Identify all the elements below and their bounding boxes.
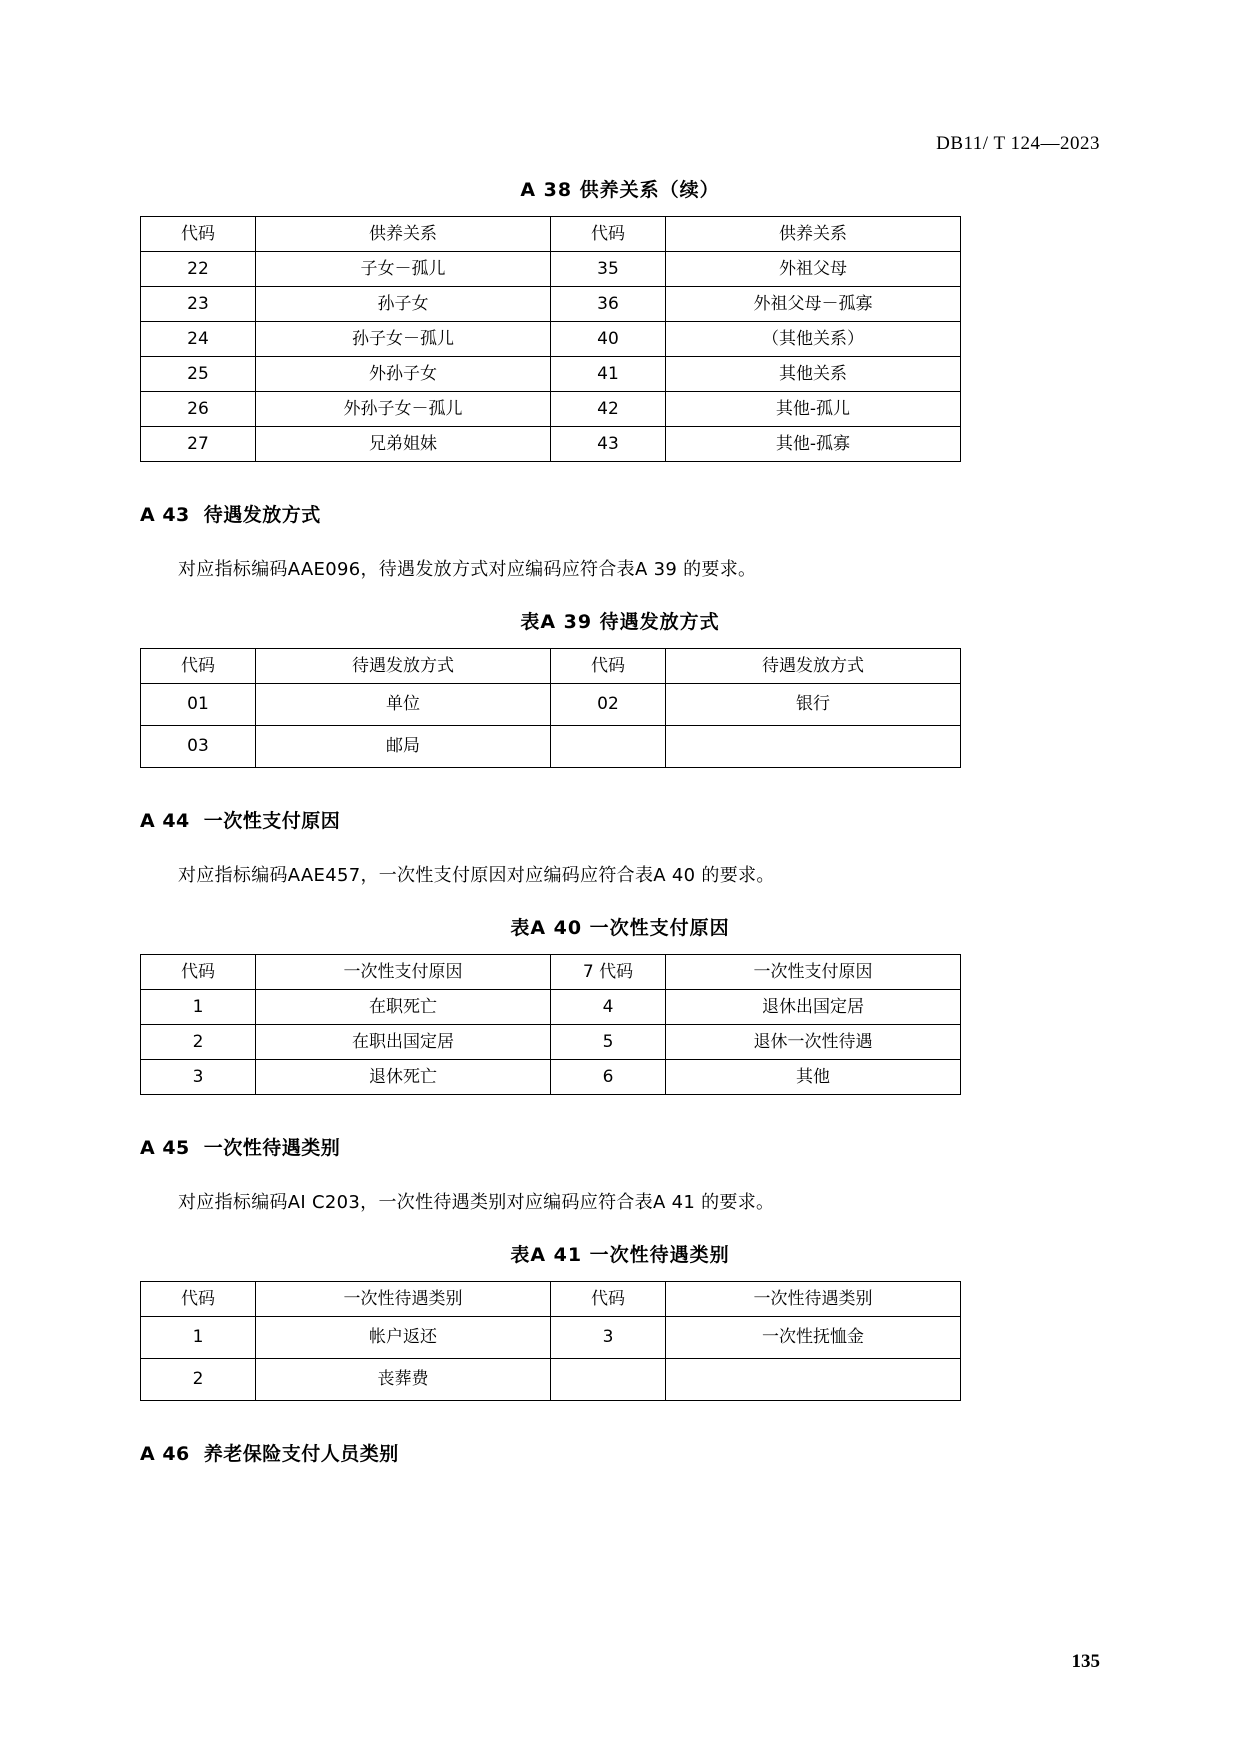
column-header: 代码 (141, 217, 256, 252)
table-row (141, 1317, 961, 1359)
section-title: 待遇发放方式 (203, 504, 321, 526)
table-a38 (140, 216, 961, 462)
column-header: 待遇发放方式 (666, 649, 961, 684)
table-cell: 27 (141, 427, 256, 462)
table-cell: 02 (551, 684, 666, 726)
column-header: 7 代码 (551, 955, 666, 990)
table-cell: 24 (141, 322, 256, 357)
table-cell: 3 (141, 1060, 256, 1095)
table-cell: 其他-孤儿 (666, 392, 961, 427)
section-number: A 46 (140, 1443, 190, 1465)
column-header: 供养关系 (256, 217, 551, 252)
table-cell: 2 (141, 1359, 256, 1401)
column-header: 一次性支付原因 (666, 955, 961, 990)
table-cell: 6 (551, 1060, 666, 1095)
table-row (141, 684, 961, 726)
table-cell: 01 (141, 684, 256, 726)
table-row (141, 726, 961, 768)
table-cell: 退休一次性待遇 (666, 1025, 961, 1060)
table-cell: 41 (551, 357, 666, 392)
table-a38-caption: A 38 供养关系（续） (520, 179, 720, 201)
table-cell: 2 (141, 1025, 256, 1060)
table-a40-caption: 表A 40 一次性支付原因 (510, 917, 730, 939)
table-cell: 外祖父母 (666, 252, 961, 287)
table-cell (666, 726, 961, 768)
section-heading-a43 (140, 500, 1100, 527)
table-cell: 其他 (666, 1060, 961, 1095)
table-cell: 在职出国定居 (256, 1025, 551, 1060)
table-a40 (140, 954, 961, 1095)
section-number: A 43 (140, 504, 190, 526)
table-a39 (140, 648, 961, 768)
table-cell: 23 (141, 287, 256, 322)
table-cell: 丧葬费 (256, 1359, 551, 1401)
table-cell (551, 726, 666, 768)
table-cell: 35 (551, 252, 666, 287)
table-row (141, 1359, 961, 1401)
table-row (141, 1025, 961, 1060)
table-cell: 退休出国定居 (666, 990, 961, 1025)
column-header: 代码 (141, 1282, 256, 1317)
column-header: 一次性支付原因 (256, 955, 551, 990)
table-cell: 42 (551, 392, 666, 427)
table-cell: 邮局 (256, 726, 551, 768)
table-cell: 1 (141, 1317, 256, 1359)
table-cell (551, 1359, 666, 1401)
table-cell: 43 (551, 427, 666, 462)
section-heading-a46 (140, 1439, 1100, 1466)
table-cell: 36 (551, 287, 666, 322)
table-row (141, 252, 961, 287)
table-cell: 退休死亡 (256, 1060, 551, 1095)
column-header: 代码 (551, 217, 666, 252)
table-a41 (140, 1281, 961, 1401)
column-header: 一次性待遇类别 (256, 1282, 551, 1317)
table-header-row (141, 217, 961, 252)
table-row (141, 322, 961, 357)
section-title: 一次性待遇类别 (203, 1137, 341, 1159)
section-title: 一次性支付原因 (203, 810, 341, 832)
column-header: 代码 (551, 649, 666, 684)
section-a43-paragraph: 对应指标编码AAE096，待遇发放方式对应编码应符合表A 39 的要求。 (178, 559, 757, 580)
table-a41-block (140, 1240, 1100, 1401)
section-heading-a44 (140, 806, 1100, 833)
table-cell: 03 (141, 726, 256, 768)
table-a38-block (140, 175, 1100, 462)
table-cell: 孙子女 (256, 287, 551, 322)
column-header: 一次性待遇类别 (666, 1282, 961, 1317)
table-cell: 孙子女－孤儿 (256, 322, 551, 357)
table-cell: 单位 (256, 684, 551, 726)
table-cell: 帐户返还 (256, 1317, 551, 1359)
table-header-row (141, 649, 961, 684)
table-cell: 一次性抚恤金 (666, 1317, 961, 1359)
section-a44-paragraph: 对应指标编码AAE457，一次性支付原因对应编码应符合表A 40 的要求。 (178, 865, 775, 886)
table-cell (666, 1359, 961, 1401)
table-a40-block (140, 913, 1100, 1095)
table-cell: （其他关系） (666, 322, 961, 357)
table-cell: 26 (141, 392, 256, 427)
page-number: 135 (1071, 1651, 1100, 1672)
table-cell: 25 (141, 357, 256, 392)
section-heading-a45 (140, 1133, 1100, 1160)
table-row (141, 287, 961, 322)
table-cell: 3 (551, 1317, 666, 1359)
table-cell: 外祖父母－孤寡 (666, 287, 961, 322)
table-row (141, 357, 961, 392)
table-row (141, 427, 961, 462)
table-a41-caption: 表A 41 一次性待遇类别 (510, 1244, 730, 1266)
table-cell: 外孙子女 (256, 357, 551, 392)
table-a39-caption: 表A 39 待遇发放方式 (520, 611, 720, 633)
section-a45-paragraph: 对应指标编码AI C203，一次性待遇类别对应编码应符合表A 41 的要求。 (178, 1192, 775, 1213)
table-cell: 4 (551, 990, 666, 1025)
page-content (140, 175, 1100, 1466)
table-cell: 兄弟姐妹 (256, 427, 551, 462)
column-header: 待遇发放方式 (256, 649, 551, 684)
table-header-row (141, 1282, 961, 1317)
column-header: 代码 (141, 649, 256, 684)
table-cell: 在职死亡 (256, 990, 551, 1025)
table-header-row (141, 955, 961, 990)
table-cell: 外孙子女－孤儿 (256, 392, 551, 427)
table-row (141, 392, 961, 427)
page-header-standard-id: DB11/ T 124—2023 (936, 133, 1100, 154)
table-row (141, 990, 961, 1025)
section-number: A 44 (140, 810, 190, 832)
section-title: 养老保险支付人员类别 (203, 1443, 399, 1465)
table-cell: 银行 (666, 684, 961, 726)
table-cell: 40 (551, 322, 666, 357)
column-header: 代码 (551, 1282, 666, 1317)
table-cell: 1 (141, 990, 256, 1025)
table-cell: 22 (141, 252, 256, 287)
table-cell: 子女－孤儿 (256, 252, 551, 287)
table-cell: 其他关系 (666, 357, 961, 392)
table-row (141, 1060, 961, 1095)
column-header: 供养关系 (666, 217, 961, 252)
column-header: 代码 (141, 955, 256, 990)
section-number: A 45 (140, 1137, 190, 1159)
table-cell: 其他-孤寡 (666, 427, 961, 462)
table-a39-block (140, 607, 1100, 768)
table-cell: 5 (551, 1025, 666, 1060)
